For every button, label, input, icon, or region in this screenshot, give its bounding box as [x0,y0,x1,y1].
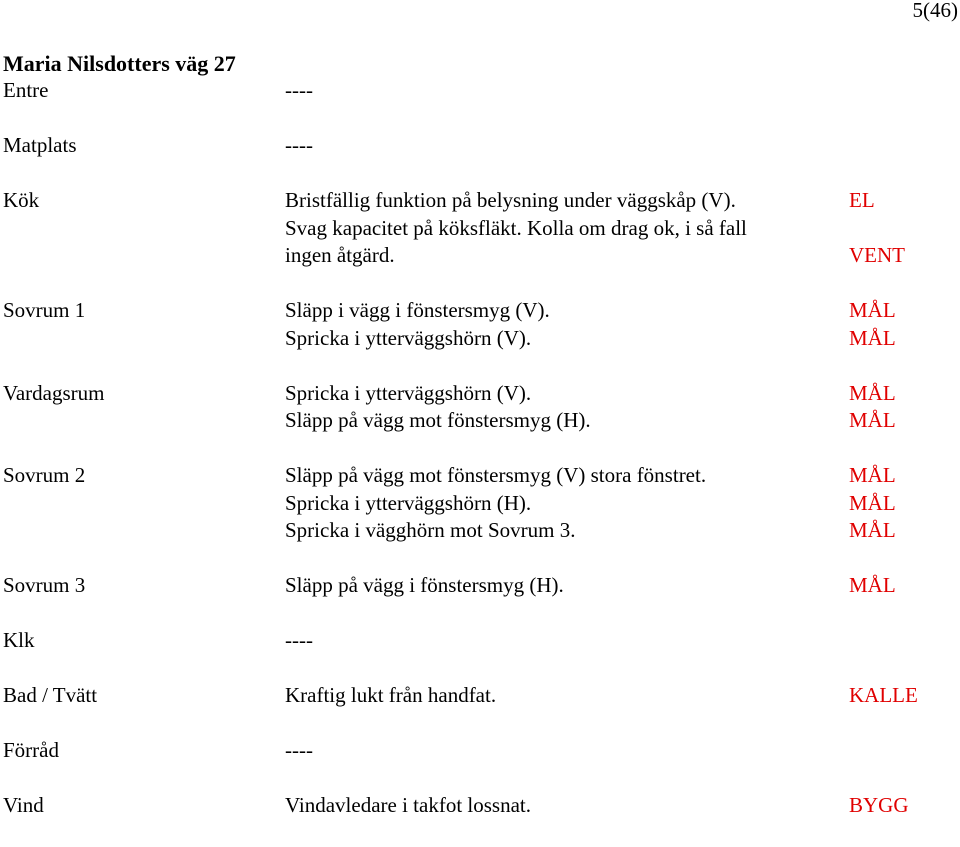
address-heading: Maria Nilsdotters väg 27 [3,51,236,76]
remark-text: Svag kapacitet på köksfläkt. Kolla om drag ok, i så fall [285,215,747,240]
room-name: Sovrum 1 [3,298,86,322]
room-section [3,462,953,545]
category-tag: MÅL [849,380,896,405]
room-section [3,792,953,820]
category-tag: MÅL [849,325,896,350]
room-name: Sovrum 2 [3,463,86,487]
room-section [3,682,953,710]
remark-text: Vindavledare i takfot lossnat. [285,793,532,817]
remark-text: Spricka i ytterväggshörn (V). [285,380,532,405]
room-section [3,297,953,352]
remark-line [3,297,953,325]
remark-text: ---- [285,628,313,652]
remark-text: Släpp på vägg mot fönstersmyg (H). [285,408,591,432]
remark-text: ingen åtgärd. [285,243,395,267]
category-tag: BYGG [849,793,909,817]
page-number: 5(46) [912,0,958,22]
remark-text: Släpp i vägg i fönstersmyg (V). [285,298,550,322]
room-section [3,572,953,600]
category-tag: MÅL [849,490,896,515]
remark-line [3,462,953,490]
remark-line [3,242,953,270]
room-name: Bad / Tvätt [3,683,98,707]
remark-line [3,407,953,435]
room-section [3,132,953,160]
remark-text: Spricka i vägghörn mot Sovrum 3. [285,518,576,542]
room-name: Klk [3,628,35,652]
remark-line [3,77,953,105]
remark-line [3,490,953,518]
room-name: Kök [3,188,40,212]
room-section [3,77,953,105]
room-name: Vardagsrum [3,380,105,405]
room-name: Vind [3,793,44,817]
room-list [3,77,953,847]
category-tag: MÅL [849,573,896,597]
remark-text: Spricka i ytterväggshörn (V). [285,325,532,350]
remark-line [3,792,953,820]
room-name: Matplats [3,133,77,157]
remark-text: ---- [285,133,313,157]
room-section [3,380,953,435]
remark-text: ---- [285,738,313,762]
room-section [3,737,953,765]
remark-line [3,682,953,710]
remark-line [3,215,953,243]
remark-text: Släpp på vägg mot fönstersmyg (V) stora fönstret. [285,463,707,487]
room-name: Förråd [3,738,59,762]
category-tag: EL [849,188,875,212]
remark-text: Spricka i ytterväggshörn (H). [285,490,532,515]
remark-line [3,572,953,600]
category-tag: MÅL [849,518,896,542]
remark-line [3,132,953,160]
remark-line [3,737,953,765]
remark-line [3,187,953,215]
category-tag: KALLE [849,683,918,707]
category-tag: MÅL [849,298,896,322]
remark-line [3,325,953,353]
remark-line [3,517,953,545]
remark-text: Kraftig lukt från handfat. [285,683,497,707]
remark-text: ---- [285,78,313,102]
category-tag: MÅL [849,463,896,487]
remark-text: Bristfällig funktion på belysning under väggskåp (V). [285,188,736,212]
remark-line [3,627,953,655]
room-section [3,187,953,270]
category-tag: VENT [849,243,905,267]
remark-text: Släpp på vägg i fönstersmyg (H). [285,573,564,597]
remark-line [3,380,953,408]
room-section [3,627,953,655]
category-tag: MÅL [849,408,896,432]
room-name: Entre [3,78,49,102]
room-name: Sovrum 3 [3,573,86,597]
